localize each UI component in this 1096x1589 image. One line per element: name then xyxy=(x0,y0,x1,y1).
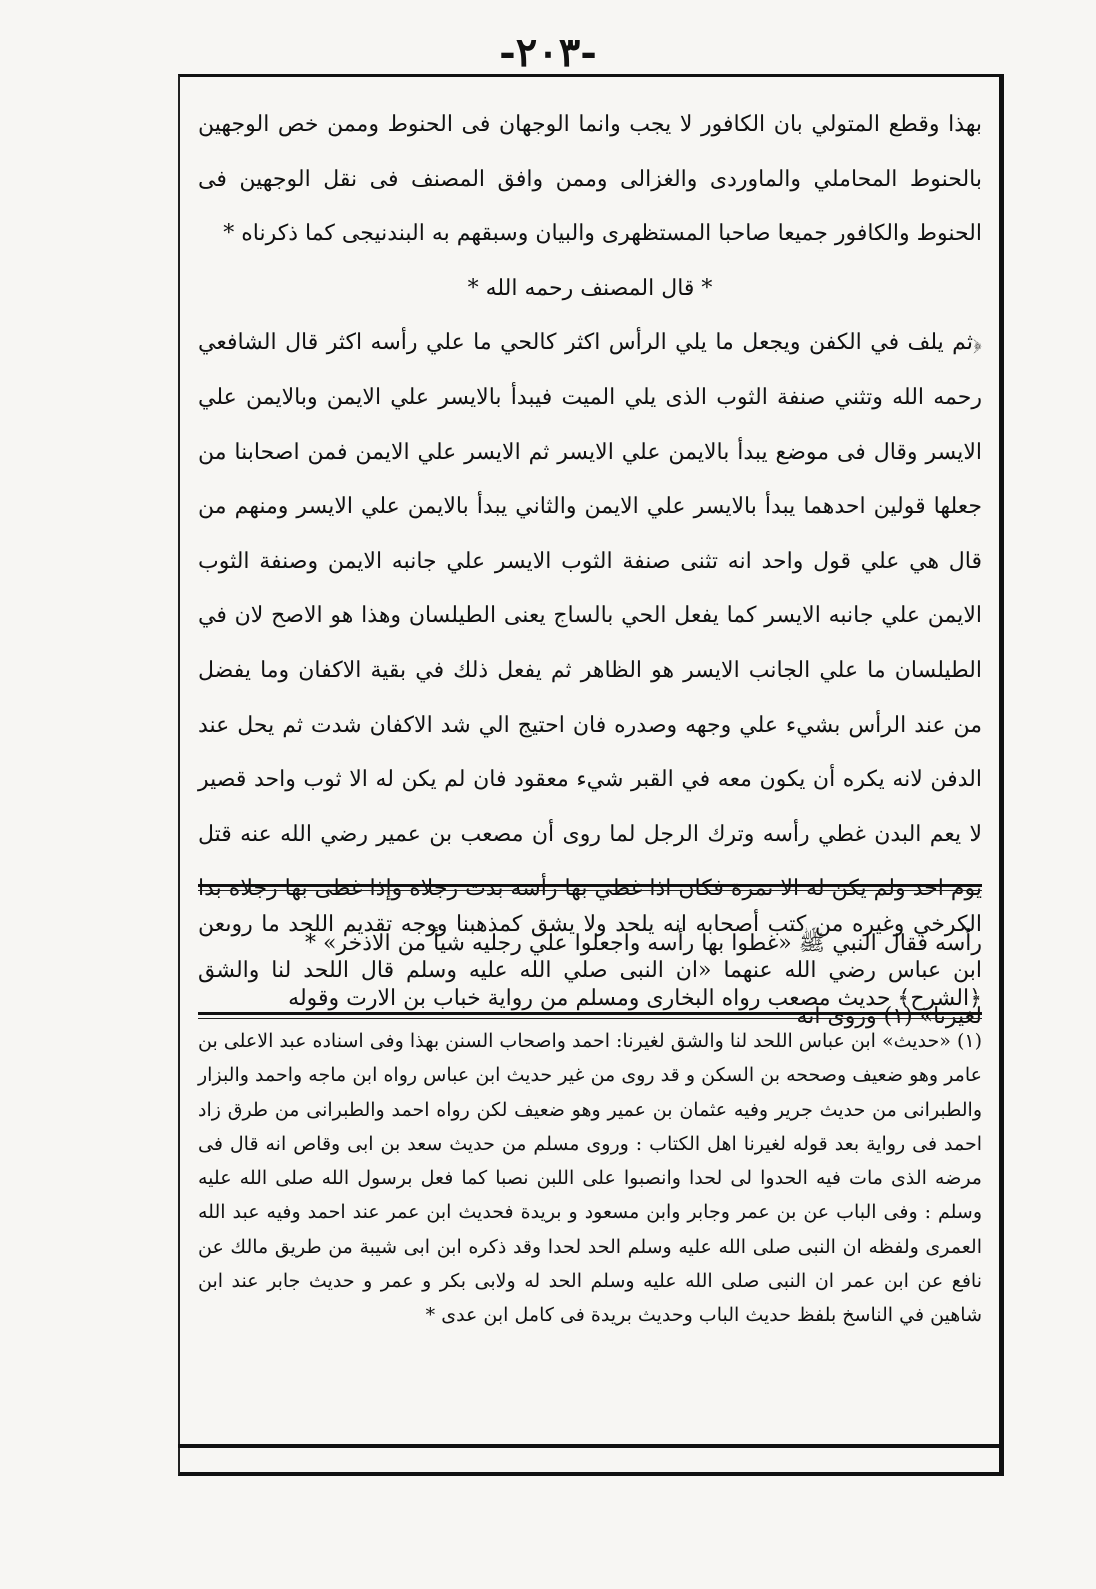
section-divider-top xyxy=(198,884,982,887)
paragraph-1: بهذا وقطع المتولي بان الكافور لا يجب وانما الوجهان فى الحنوط وممن خص الوجهين بالحنوط المحاملي والماوردى والغزالى وممن وافق المصنف فى نقل الوجهين فى الحنوط والكافور جميعا صاحبا المستظهرى والبيان وسبقهم به البندنيجى كما ذكرناه * xyxy=(198,112,983,247)
bottom-rule xyxy=(178,1444,1004,1448)
page-number: -٢٠٣- xyxy=(499,29,597,76)
footnote-block xyxy=(198,1024,982,1333)
footnote-divider-thin xyxy=(198,1018,982,1019)
paragraph-2: ﴿ثم يلف في الكفن ويجعل ما يلي الرأس اكثر كالحي ما علي رأسه اكثر قال الشافعي رحمه الله وتثني صنفة الثوب الذى يلي الميت فيبدأ بالايسر علي الايمن وبالايمن علي الايسر وقال فى موضع يبدأ بالايمن علي الايسر ثم الايسر علي الايمن فمن اصحابنا من جعلها قولين احدهما يبدأ بالايسر علي الايمن والثاني يبدأ بالايمن علي الايسر ومنهم من قال هي علي قول واحد انه تثنى صنفة الثوب الايسر علي جانبه الايمن وصنفة الثوب الايمن علي جانبه الايسر كما يفعل الحي بالساج يعنى الطيلسان وهذا هو الاصح لان في الطيلسان ما علي الجانب الايسر هو الظاهر ثم يفعل ذلك في بقية الاكفان وما يفضل من عند الرأس بشيء علي وجهه وصدره فان احتيج الي شد الاكفان شدت ثم يحل عند الدفن لانه يكره أن يكون معه في القبر شيء معقود فان لم يكن له الا ثوب واحد قصير لا يعم البدن غطي رأسه وترك الرجل لما روى أن مصعب بن عمير رضي الله عنه قتل يوم احد ولم يكن له الا نمرة فكان اذا غطي بها رأسه بدت رجلاه وإذا غطى بها رجلاه بدا رأسه فقال النبي ﷺ «غطوا بها رأسه واجعلوا علي رجليه شيأ من الاذخر» * xyxy=(198,330,982,956)
quote-paragraph: الكرخي وغيره من كتب أصحابه انه يلحد ولا يشق كمذهبنا ووجه تقديم اللحد ما روىعن ابن عباس رضي الله عنهما «ان النبى صلي الله عليه وسلم قال اللحد لنا والشق لغيرنا» (١) وروى انه xyxy=(198,912,982,1029)
commentary-start: ﴿الشرح﴾ حديث مصعب رواه البخارى ومسلم من رواية خباب بن الارت وقوله xyxy=(288,985,982,1011)
footnote-divider xyxy=(198,1012,982,1015)
footnote-paragraph: (١) «حديث» ابن عباس اللحد لنا والشق لغيرنا: احمد واصحاب السنن بهذا وفى اسناده عبد الاعلى بن عامر وهو ضعيف وصححه بن السكن و قد روى من غير حديث ابن عباس رواه ابن ماجه واحمد والبزار والطبرانى من حديث جرير وفيه عثمان بن عمير وهو ضعيف لكن رواه احمد والطبرانى من طرق زاد احمد فى رواية بعد قوله لغيرنا اهل الكتاب : وروى مسلم من حديث سعد بن ابى وقاص انه قال فى مرضه الذى مات فيه الحدوا لى لحدا وانصبوا على اللبن نصبا كما فعل برسول الله صلى الله عليه وسلم : وفى الباب عن بن عمر وجابر وابن مسعود و بريدة فحديث ابن عمر عند احمد وفيه عبد الله العمرى ولفظه ان النبى صلى الله عليه وسلم الحد لحدا وقد ذكره ابن ابى شيبة من طريق مالك عن نافع عن ابن عمر ان النبى صلى الله عليه وسلم الحد له ولابى بكر و عمر و حديث جابر عند ابن شاهين في الناسخ بلفظ حديث الباب وحديث بريدة فى كامل ابن عدى * xyxy=(198,1030,982,1327)
quote-block xyxy=(198,902,982,1040)
section-divider-top-thin xyxy=(198,890,982,891)
author-heading: * قال المصنف رحمه الله * xyxy=(467,275,713,301)
